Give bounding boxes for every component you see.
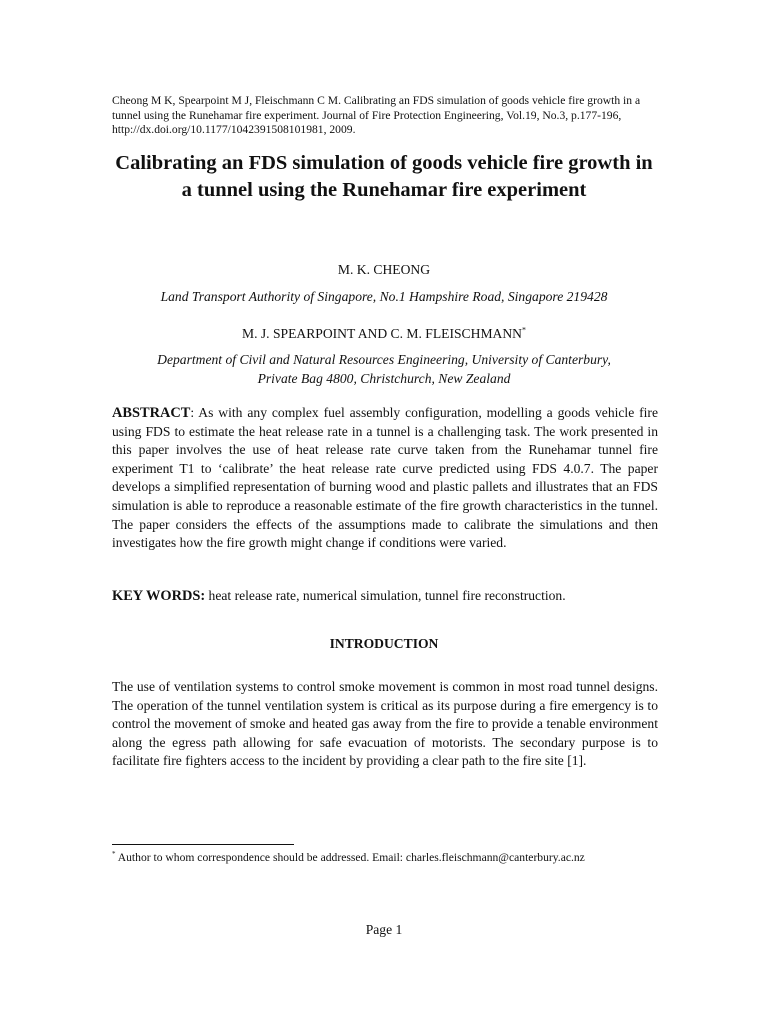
author-2-footnote-marker: *	[521, 325, 526, 335]
footnote-marker: *	[112, 850, 116, 859]
abstract-text: : As with any complex fuel assembly configuration, modelling a goods vehicle fire using FDS to estimate the heat release rate in a tunnel is a challenging task. The work presented in this paper involves the use of heat release rate curve taken from the Runehamar tunnel fire experiment T1 to ‘calibrate’ the heat release rate curve predicted using FDS 4.0.7. The paper develops a simplified representation of burning wood and plastic pallets and illustrates that an FDS simulation is able to reproduce a reasonable estimate of the fire growth characteristics in the tunnel. The paper considers the effects of the assumptions made to calibrate the simulations and then investigates how the fire growth might change if conditions were varied.	[112, 405, 658, 551]
author-1-affiliation: Land Transport Authority of Singapore, No.1 Hampshire Road, Singapore 219428	[160, 289, 608, 304]
keywords-text: heat release rate, numerical simulation, tunnel fire reconstruction.	[205, 588, 566, 603]
page-number: Page 1	[365, 922, 403, 937]
keywords	[112, 587, 658, 605]
author-2-line	[112, 326, 656, 342]
footnote-divider	[112, 844, 294, 845]
footnote	[112, 851, 656, 865]
introduction-paragraph: The use of ventilation systems to control smoke movement is common in most road tunnel designs. The operation of the tunnel ventilation system is critical as its purpose during a fire emergency is to control the movement of smoke and heated gas away from the fire to provide a tenable environment along the egress path allowing for safe evacuation of motorists. The secondary purpose is to facilitate fire fighters access to the incident by providing a clear path to the fire site [1].	[112, 679, 658, 769]
author-2-affiliation-line-1: Department of Civil and Natural Resources Engineering, University of Canterbury,	[157, 352, 611, 367]
author-1-name: M. K. CHEONG	[337, 262, 431, 277]
keywords-label: KEY WORDS:	[112, 588, 206, 604]
footnote-text: Author to whom correspondence should be addressed. Email: charles.fleischmann@canterbury.ac.nz	[115, 851, 585, 864]
paper-title: Calibrating an FDS simulation of goods vehicle fire growth in a tunnel using the Runehamar fire experiment	[115, 152, 653, 201]
abstract-label: ABSTRACT	[112, 405, 191, 421]
author-2-affiliation	[112, 351, 656, 388]
author-2-affiliation-line-2: Private Bag 4800, Christchurch, New Zealand	[257, 370, 511, 386]
author-2-names: M. J. SPEARPOINT AND C. M. FLEISCHMANN	[242, 326, 522, 341]
abstract	[112, 404, 658, 553]
introduction-heading: INTRODUCTION	[329, 636, 439, 651]
citation-header: Cheong M K, Spearpoint M J, Fleischmann C M. Calibrating an FDS simulation of goods vehicle fire growth in a tunnel using the Runehamar fire experiment. Journal of Fire Protection Engineering, Vol.19, No.3, p.177-196, http://dx.doi.org/10.1177/1042391508101981, 2009.	[112, 94, 641, 136]
